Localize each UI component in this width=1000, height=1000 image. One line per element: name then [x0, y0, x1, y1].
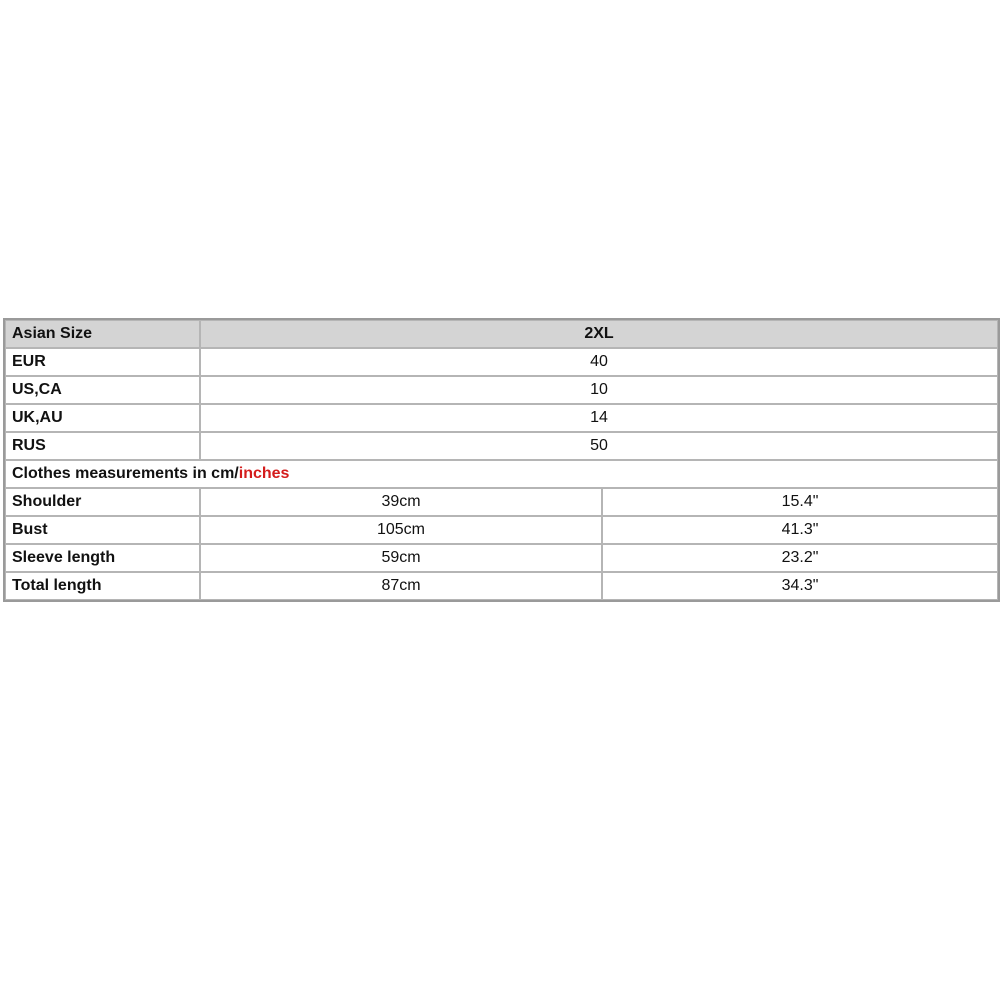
measure-label-total-length: Total length — [5, 572, 200, 600]
row-value-us-ca: 10 — [200, 376, 998, 404]
table-row — [5, 516, 998, 544]
table-row — [5, 572, 998, 600]
measurements-title-row — [5, 460, 998, 488]
measure-inch-shoulder: 15.4" — [602, 488, 998, 516]
row-label-rus: RUS — [5, 432, 200, 460]
row-value-rus: 50 — [200, 432, 998, 460]
measure-cm-shoulder: 39cm — [200, 488, 602, 516]
measure-label-bust: Bust — [5, 516, 200, 544]
measurements-title-highlight: inches — [238, 465, 290, 482]
row-label-uk-au: UK,AU — [5, 404, 200, 432]
measure-inch-bust: 41.3" — [602, 516, 998, 544]
table-row — [5, 488, 998, 516]
measure-inch-total-length: 34.3" — [602, 572, 998, 600]
row-label-us-ca: US,CA — [5, 376, 200, 404]
row-value-uk-au: 14 — [200, 404, 998, 432]
measurements-title — [5, 460, 998, 488]
measure-cm-total-length: 87cm — [200, 572, 602, 600]
table-row — [5, 432, 998, 460]
row-label-eur: EUR — [5, 348, 200, 376]
measurements-title-prefix: Clothes measurements in cm/ — [12, 465, 239, 482]
row-value-eur: 40 — [200, 348, 998, 376]
measure-cm-bust: 105cm — [200, 516, 602, 544]
size-chart-table — [3, 318, 1000, 602]
header-label: Asian Size — [5, 320, 200, 348]
measure-inch-sleeve-length: 23.2" — [602, 544, 998, 572]
table-row — [5, 348, 998, 376]
table-row — [5, 376, 998, 404]
header-row — [5, 320, 998, 348]
table-row — [5, 404, 998, 432]
measure-label-shoulder: Shoulder — [5, 488, 200, 516]
table-row — [5, 544, 998, 572]
measure-label-sleeve-length: Sleeve length — [5, 544, 200, 572]
measure-cm-sleeve-length: 59cm — [200, 544, 602, 572]
header-size-value: 2XL — [200, 320, 998, 348]
